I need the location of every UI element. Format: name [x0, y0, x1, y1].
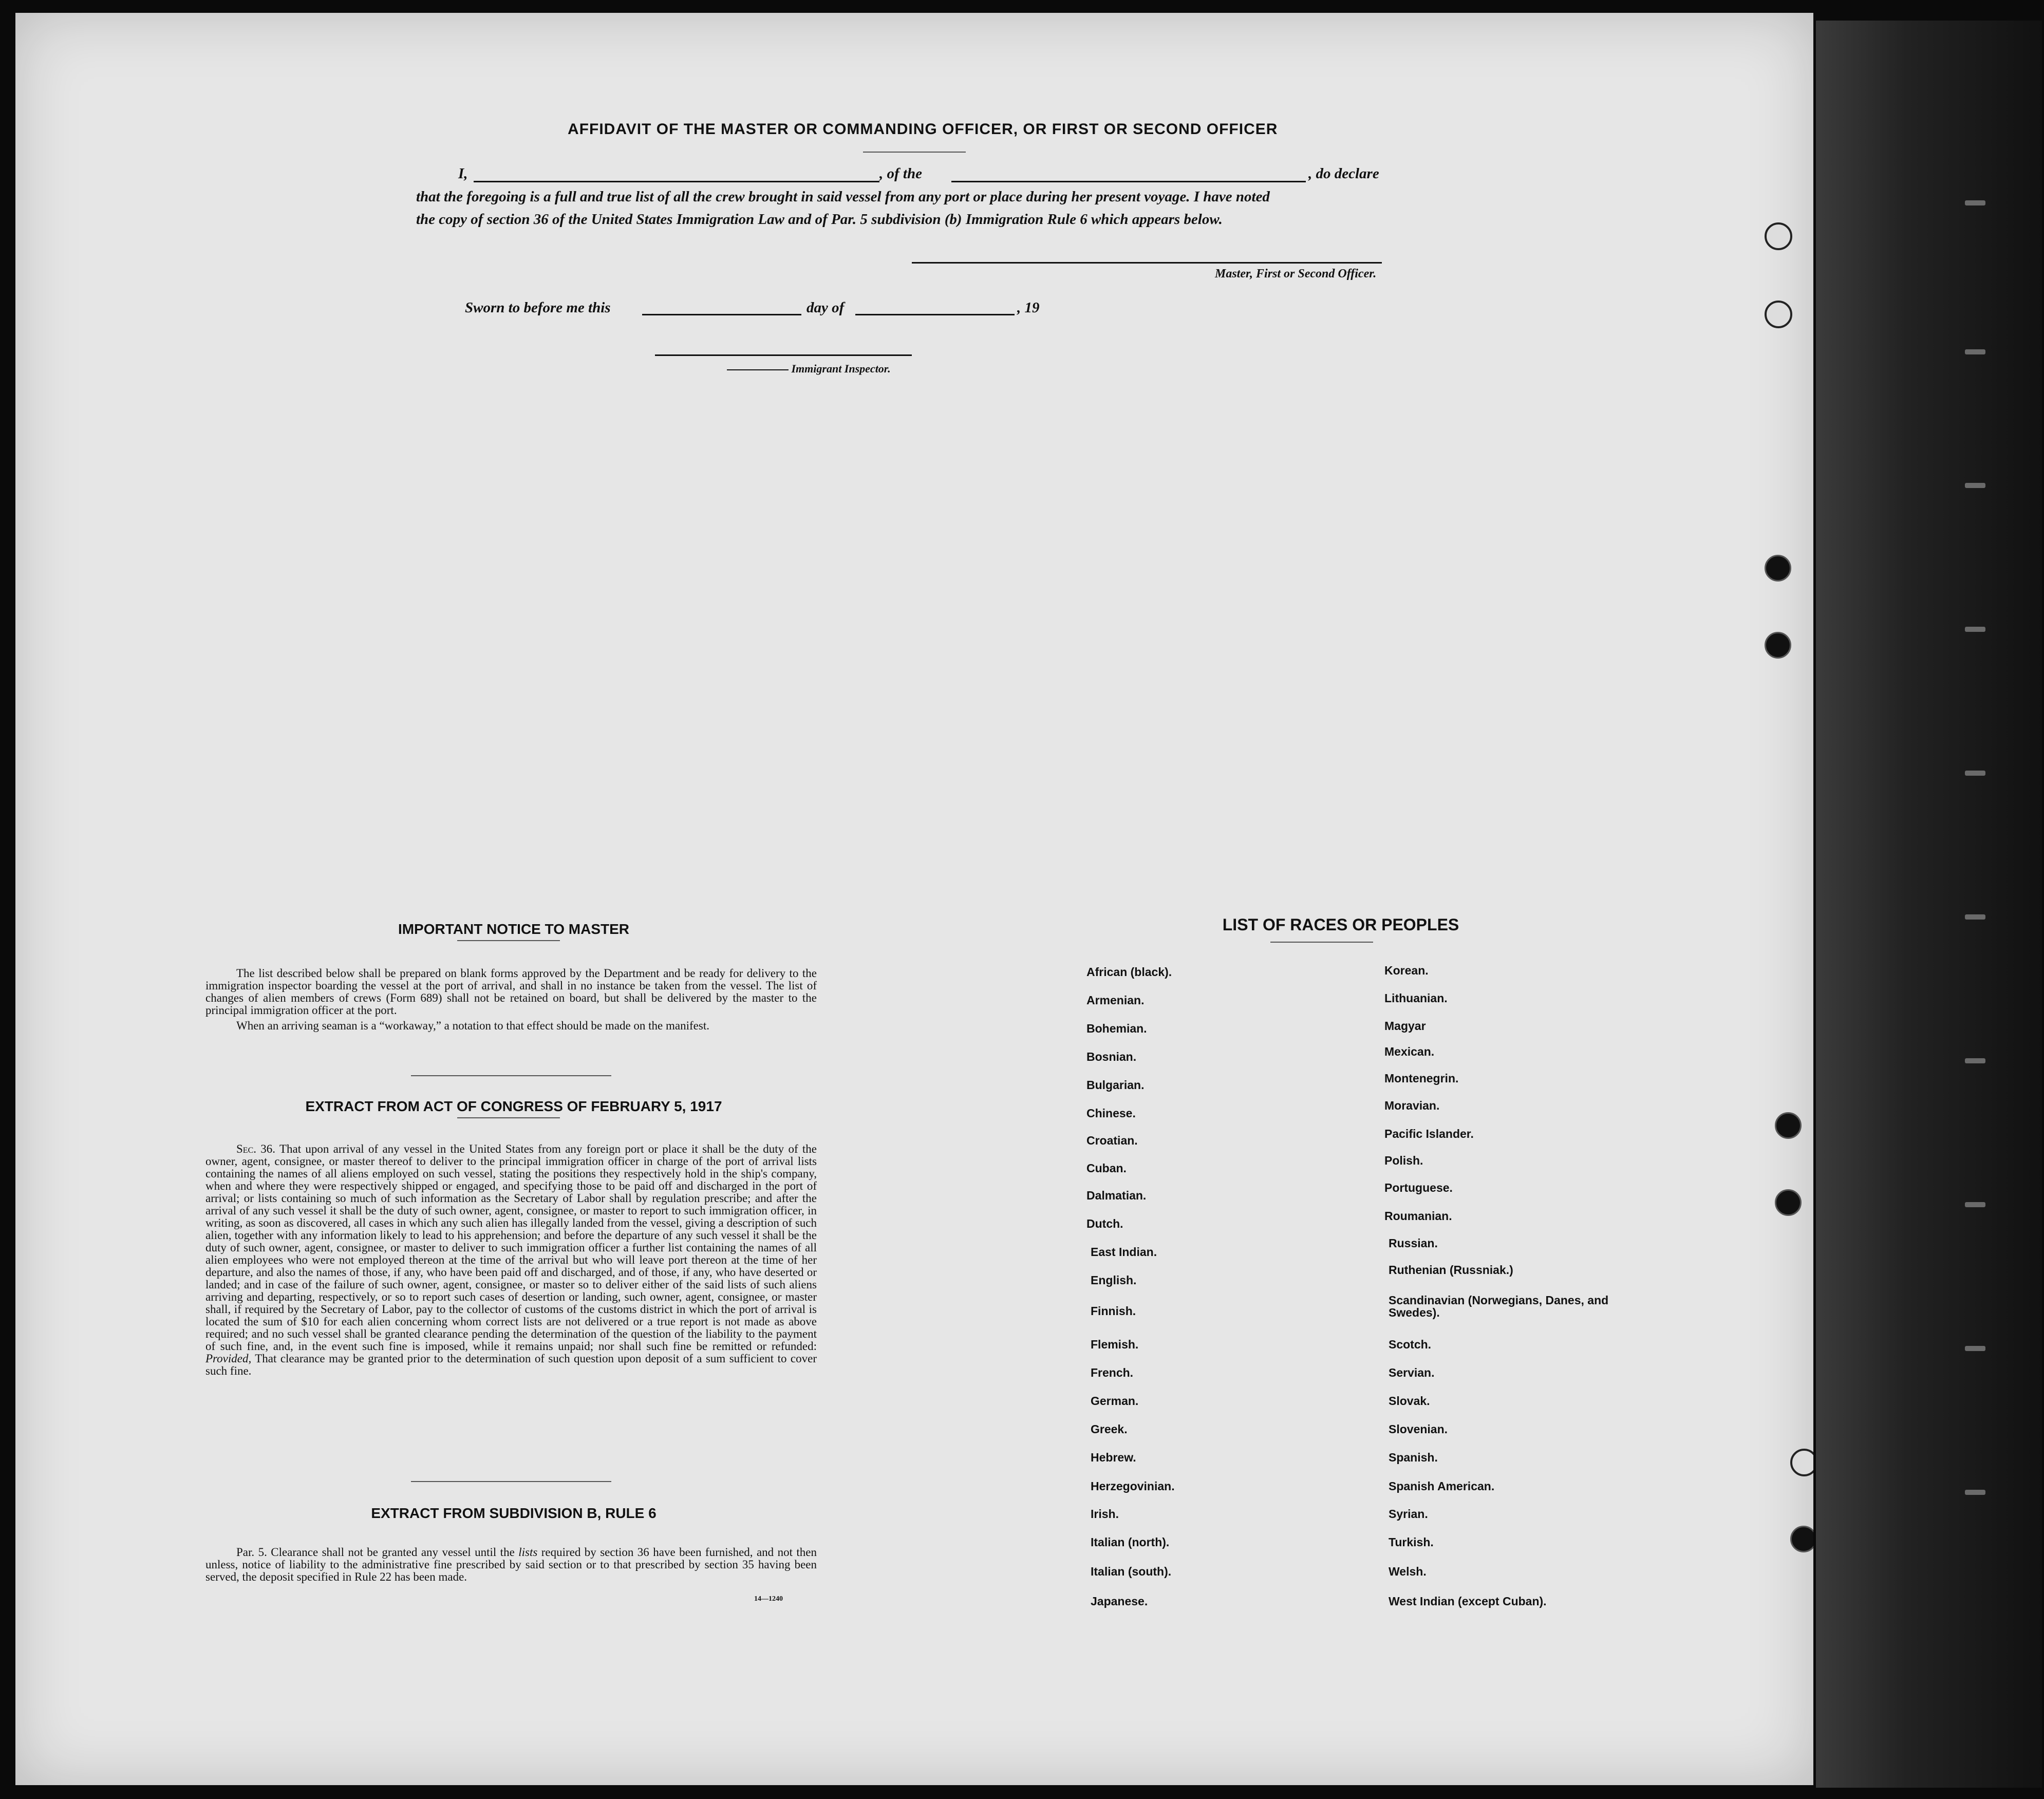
- form-number: 14—1240: [754, 1595, 783, 1603]
- race-item: German.: [1091, 1394, 1139, 1408]
- vessel-blank: [951, 181, 1306, 182]
- race-item: Scandinavian (Norwegians, Danes, and Swedes).: [1389, 1294, 1609, 1319]
- race-item: Italian (north).: [1091, 1535, 1170, 1549]
- race-item: East Indian.: [1091, 1245, 1157, 1259]
- notice-paragraph-1: The list described below shall be prepared on blank forms approved by the Department and be ready for delivery to the immigration inspector boarding the vessel at the port of arrival, and shall in no instance be taken from the vessel. The list of changes of alien members of crews (Form 689) shall not be retained on board, but shall be delivered by the master to the principal immigration officer at the port.: [205, 967, 817, 1017]
- race-item: Slovak.: [1389, 1394, 1430, 1408]
- race-item: Turkish.: [1389, 1535, 1434, 1549]
- binder-hole: [1765, 632, 1791, 659]
- race-item: Flemish.: [1091, 1338, 1139, 1351]
- extract-rule-heading: EXTRACT FROM SUBDIVISION B, RULE 6: [371, 1505, 657, 1521]
- binder-hole: [1790, 1526, 1813, 1552]
- race-item: French.: [1091, 1366, 1134, 1379]
- race-item: Hebrew.: [1091, 1451, 1136, 1464]
- race-item: Chinese.: [1086, 1107, 1136, 1120]
- race-item: Dalmatian.: [1086, 1189, 1147, 1202]
- race-item: Ruthenian (Russniak.): [1389, 1263, 1513, 1277]
- inspector-caption: Immigrant Inspector.: [727, 362, 891, 376]
- extract-act-divider: [457, 1117, 560, 1118]
- race-item: Italian (south).: [1091, 1565, 1172, 1578]
- race-item: Moravian.: [1384, 1099, 1440, 1112]
- race-item: Welsh.: [1389, 1565, 1427, 1578]
- binder-hole: [1775, 1112, 1802, 1139]
- race-item: Mexican.: [1384, 1045, 1435, 1058]
- race-item: Servian.: [1389, 1366, 1435, 1379]
- race-item: Irish.: [1091, 1507, 1119, 1521]
- affidavit-line-2: that the foregoing is a full and true list of all the crew brought in said vessel from any port or place during her present voyage. I have noted: [416, 189, 1270, 205]
- binder-hole: [1765, 222, 1792, 250]
- master-caption: Master, First or Second Officer.: [1215, 267, 1377, 280]
- race-item: Bosnian.: [1086, 1050, 1137, 1063]
- race-item: Dutch.: [1086, 1217, 1123, 1230]
- race-item: Slovenian.: [1389, 1422, 1448, 1436]
- extract-rule-text: Par. 5. Clearance shall not be granted any vessel until the lists required by section 36 have been furnished, and not then unless, notice of liability to the administrative fine prescribed by said section or to that prescribed by section 35 having been served, the deposit specified in Rule 22 has been made.: [205, 1546, 817, 1583]
- name-blank: [474, 181, 879, 182]
- binder-hole: [1765, 555, 1791, 582]
- notice-text: [205, 967, 817, 1032]
- race-item: Syrian.: [1389, 1507, 1428, 1521]
- races-divider: [1270, 942, 1373, 943]
- race-item: Lithuanian.: [1384, 991, 1448, 1005]
- affidavit-line-3: the copy of section 36 of the United States Immigration Law and of Par. 5 subdivision (b) Immigration Rule 6 which appears below.: [416, 211, 1223, 228]
- race-item: Finnish.: [1091, 1304, 1136, 1318]
- race-item: African (black).: [1086, 965, 1172, 979]
- section-divider: [411, 1075, 611, 1076]
- binder-hole: [1775, 1189, 1802, 1216]
- race-item: Korean.: [1384, 964, 1429, 977]
- affidavit-declarant-line: I, , of the , do declare: [458, 165, 1379, 182]
- notice-heading: IMPORTANT NOTICE TO MASTER: [398, 921, 630, 937]
- race-item: Pacific Islander.: [1384, 1127, 1474, 1140]
- adjacent-page-edge: [1816, 21, 2042, 1788]
- notice-paragraph-2: When an arriving seaman is a “workaway,” a notation to that effect should be made on the manifest.: [236, 1019, 709, 1032]
- binder-hole: [1790, 1449, 1813, 1476]
- race-item: Spanish American.: [1389, 1479, 1495, 1493]
- extract-act-heading: EXTRACT FROM ACT OF CONGRESS OF FEBRUARY 5, 1917: [305, 1098, 722, 1114]
- race-item: Scotch.: [1389, 1338, 1432, 1351]
- affidavit-heading: AFFIDAVIT OF THE MASTER OR COMMANDING OFFICER, OR FIRST OR SECOND OFFICER: [568, 121, 1278, 138]
- sworn-line: Sworn to before me this day of , 19: [465, 299, 1040, 316]
- sworn-day-blank: [642, 314, 801, 315]
- inspector-signature-line: [655, 354, 912, 356]
- notice-divider: [457, 940, 560, 941]
- race-item: Bohemian.: [1086, 1022, 1147, 1035]
- races-heading: LIST OF RACES OR PEOPLES: [1222, 915, 1459, 934]
- binder-hole: [1765, 301, 1792, 328]
- race-item: Spanish.: [1389, 1451, 1438, 1464]
- race-item: English.: [1091, 1273, 1137, 1287]
- race-item: West Indian (except Cuban).: [1389, 1595, 1547, 1608]
- race-item: Polish.: [1384, 1154, 1423, 1167]
- race-item: Armenian.: [1086, 994, 1145, 1007]
- race-item: Russian.: [1389, 1236, 1438, 1250]
- document-page: [15, 13, 1813, 1785]
- race-item: Portuguese.: [1384, 1181, 1453, 1194]
- extract-act-text: Sec. 36. That upon arrival of any vessel in the United States from any foreign port or place it shall be the duty of the owner, agent, consignee, or master thereof to deliver to the principal immigration officer in charge of the port of arrival lists containing the names of all aliens employed on such vessel, stating the positions they respectively hold in the ship's company, when and where they were respectively shipped or engaged, and specifying those to be paid off and discharged in the port of arrival; or lists containing so much of such information as the Secretary of Labor shall by regulation prescribe; and after the arrival of any such vessel it shall be the duty of such owner, agent, consignee, or master to report to such immigration officer, in writing, as soon as discovered, all cases in which any such alien has illegally landed from the vessel, giving a description of such alien, together with any information likely to lead to his apprehension; and before the departure of any such vessel it shall be the duty of such owner, agent, consignee, or master to deliver to such immigration officer a further list containing the names of all alien employees who were not employed thereon at the time of the arrival but who will leave port thereon at the time of her departure, and also the names of those, if any, who have been paid off and discharged, and of those, if any, who have deserted or landed; and in case of the failure of such owner, agent, consignee, or master so to deliver either of the said lists of such aliens arriving and departing, respectively, or so to report such cases of desertion or landing, such owner, agent, consignee, or master shall, if required by the Secretary of Labor, pay to the collector of customs of the customs district in which the port of arrival is located the sum of $10 for each alien concerning whom correct lists are not delivered or a true report is not made as above required; and no such vessel shall be granted clearance pending the determination of the question of the liability to the payment of such fine, and, in the event such fine is imposed, while it remains unpaid; nor shall such fine be remitted or refunded: Provided, That clearance may be granted prior to the determination of such question upon deposit of a sum sufficient to cover such fine.: [205, 1142, 817, 1377]
- race-item: Japanese.: [1091, 1595, 1148, 1608]
- race-item: Greek.: [1091, 1422, 1128, 1436]
- race-item: Roumanian.: [1384, 1209, 1452, 1223]
- race-item: Montenegrin.: [1384, 1072, 1459, 1085]
- sworn-month-blank: [855, 314, 1015, 315]
- heading-divider: [863, 152, 966, 153]
- master-signature-line: [912, 262, 1382, 264]
- race-item: Herzegovinian.: [1091, 1479, 1175, 1493]
- race-item: Bulgarian.: [1086, 1078, 1145, 1092]
- race-item: Magyar: [1384, 1019, 1426, 1033]
- race-item: Cuban.: [1086, 1161, 1127, 1175]
- section-divider: [411, 1481, 611, 1482]
- race-item: Croatian.: [1086, 1134, 1138, 1147]
